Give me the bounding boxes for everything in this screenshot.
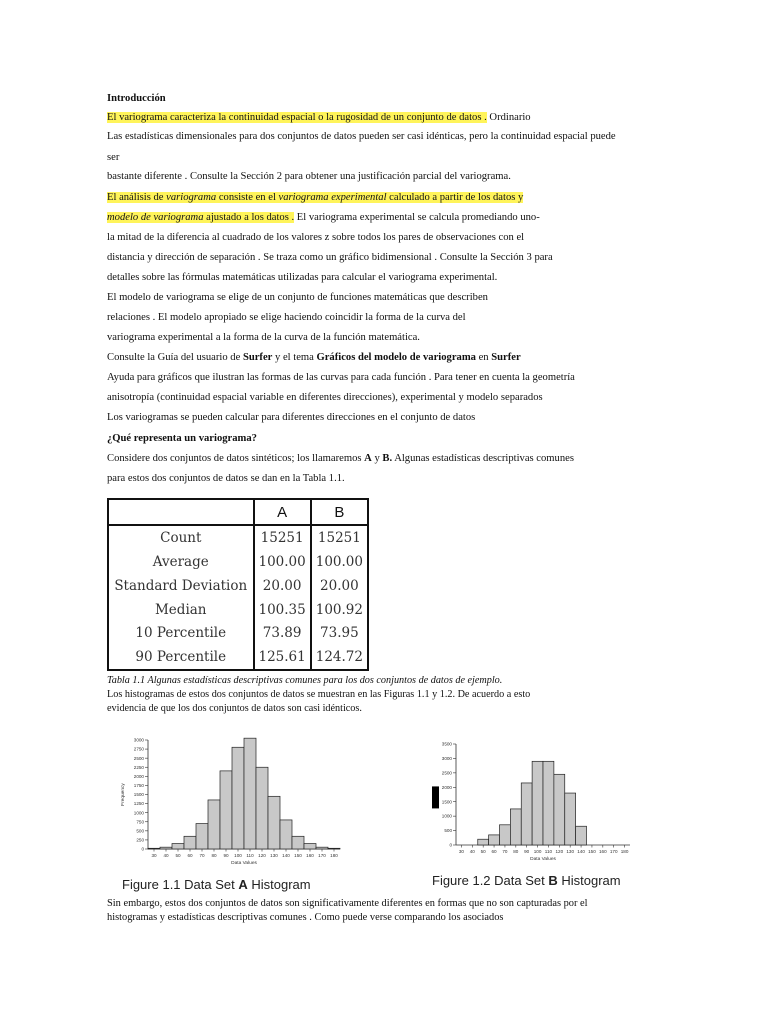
paragraph-line-3: ser (107, 152, 120, 163)
value-b: 124.72 (315, 649, 363, 666)
histogram-bar (328, 848, 340, 849)
histogram-bar (532, 761, 543, 845)
x-tick-label: 100 (234, 853, 242, 858)
paragraph-line-15: anisotropía (continuidad espacial variable en diferentes direcciones), experimental y modelo separados (107, 392, 543, 403)
row-label: Average (109, 550, 254, 574)
table-header-b: B (311, 500, 367, 525)
histogram-b (418, 736, 658, 872)
paragraph-line-9: detalles sobre las fórmulas matemáticas utilizadas para calcular el variograma experimental. (107, 272, 498, 283)
table-row (109, 550, 367, 574)
y-tick-label: 3500 (441, 741, 452, 747)
table-row (109, 645, 367, 669)
figure-1-2-caption: Figure 1.2 Data Set B Histogram (432, 873, 621, 888)
value-a: 20.00 (254, 574, 311, 598)
value-a: 125.61 (254, 645, 311, 669)
question-heading: ¿Qué representa un variograma? (107, 433, 257, 444)
value-b: 100.92 (315, 601, 363, 618)
x-tick-label: 140 (577, 849, 585, 854)
y-tick-label: 1500 (133, 792, 144, 798)
value-b: 100.00 (315, 554, 363, 571)
table-header-a: A (254, 500, 311, 525)
paragraph-line-14: Ayuda para gráficos que ilustran las formas de las curvas para cada función . Para tener en cuenta la geometría (107, 372, 575, 383)
paragraph-line-10: El modelo de variograma se elige de un conjunto de funciones matemáticas que describen (107, 292, 488, 303)
table-row (109, 574, 367, 598)
table-header-empty (109, 500, 254, 525)
table-caption: Tabla 1.1 Algunas estadísticas descriptivas comunes para los dos conjuntos de datos de ejemplo. (107, 675, 503, 686)
y-tick-label: 2500 (133, 755, 144, 761)
histogram-bar (184, 836, 196, 849)
x-tick-label: 90 (524, 849, 530, 854)
value-a: 100.00 (254, 550, 311, 574)
x-tick-label: 110 (544, 849, 553, 854)
x-tick-label: 120 (258, 853, 266, 858)
paragraph-line-7: la mitad de la diferencia al cuadrado de los valores z sobre todos los pares de observaciones con el (107, 232, 525, 243)
stats-table (107, 498, 369, 671)
x-tick-label: 30 (151, 853, 157, 858)
paragraph-line-22: histogramas y estadísticas descriptivas comunes . Como puede verse comparando los asociados (107, 912, 504, 923)
row-label: 10 Percentile (109, 621, 254, 645)
histogram-bar (521, 783, 532, 845)
table-row (109, 621, 367, 645)
y-tick-label: 0 (141, 846, 144, 852)
x-tick-label: 160 (598, 849, 607, 854)
paragraph-line-2: Las estadísticas dimensionales para dos conjuntos de datos pueden ser casi idénticas, pero la continuidad espacial puede (107, 131, 616, 142)
x-tick-label: 120 (555, 849, 564, 854)
x-tick-label: 50 (175, 853, 181, 858)
value-b: 73.95 (320, 625, 359, 642)
histogram-bar (500, 825, 511, 845)
table-row (109, 525, 367, 550)
y-tick-label: 1750 (133, 783, 144, 789)
x-tick-label: 150 (294, 853, 302, 858)
value-b: 20.00 (320, 577, 359, 594)
x-tick-label: 170 (609, 849, 618, 854)
y-tick-label: 1250 (133, 801, 144, 807)
histogram-bar (316, 847, 328, 849)
paragraph-line-13: Consulte la Guía del usuario de Surfer y el tema Gráficos del modelo de variograma en Surfer (107, 352, 521, 363)
paragraph-line-6: modelo de variograma ajustado a los datos . El variograma experimental se calcula promediando uno- (107, 212, 540, 223)
histogram-bar (292, 836, 304, 849)
y-tick-label: 1500 (441, 799, 452, 805)
x-tick-label: 140 (282, 853, 290, 858)
y-tick-label: 2250 (133, 764, 144, 770)
row-label: Count (109, 525, 254, 550)
x-tick-label: 150 (588, 849, 596, 854)
paragraph-line-21: Sin embargo, estos dos conjuntos de datos son significativamente diferentes en formas que no son capturadas por el (107, 898, 588, 909)
x-tick-label: 90 (223, 853, 229, 858)
value-b: 15251 (317, 530, 361, 547)
row-label: 90 Percentile (109, 645, 254, 669)
paragraph-line-12: variograma experimental a la forma de la curva de la función matemática. (107, 332, 420, 343)
histogram-bar (565, 793, 576, 845)
x-tick-label: 160 (306, 853, 314, 858)
x-tick-label: 180 (620, 849, 629, 854)
x-tick-label: 70 (502, 849, 508, 854)
y-tick-label: 2000 (133, 773, 144, 779)
x-tick-label: 60 (187, 853, 193, 858)
paragraph-line-18: para estos dos conjuntos de datos se dan en la Tabla 1.1. (107, 473, 345, 484)
x-tick-label: 110 (246, 853, 254, 858)
x-tick-label: 80 (513, 849, 519, 854)
histogram-bar (489, 835, 500, 845)
histogram-bar (172, 844, 184, 849)
histogram-a (112, 736, 352, 872)
histogram-bar (244, 738, 256, 849)
x-tick-label: 70 (199, 853, 205, 858)
x-tick-label: 100 (533, 849, 542, 854)
value-a: 100.35 (254, 598, 311, 622)
histogram-bar (280, 820, 292, 849)
histogram-bar (160, 847, 172, 849)
x-tick-label: 80 (211, 853, 217, 858)
y-tick-label: 2750 (133, 746, 144, 752)
histogram-bar (208, 800, 220, 849)
x-tick-label: 170 (318, 853, 326, 858)
y-axis-label-block (432, 786, 439, 808)
y-tick-label: 1000 (133, 810, 144, 816)
y-tick-label: 250 (136, 837, 144, 843)
y-tick-label: 3000 (441, 756, 452, 762)
table-row (109, 598, 367, 622)
paragraph-line-16: Los variogramas se pueden calcular para diferentes direcciones en el conjunto de datos (107, 412, 476, 423)
y-tick-label: 500 (136, 828, 144, 834)
y-axis-label: Frequency (121, 783, 126, 806)
y-tick-label: 0 (449, 842, 452, 848)
histogram-bar (268, 796, 280, 849)
histogram-bar (196, 824, 208, 849)
paragraph-line-11: relaciones . El modelo apropiado se elige haciendo coincidir la forma de la curva del (107, 312, 466, 323)
figure-1-1-caption: Figure 1.1 Data Set A Histogram (122, 877, 311, 892)
histogram-bar (220, 771, 232, 849)
paragraph-line-20: evidencia de que los dos conjuntos de datos son casi idénticos. (107, 703, 362, 714)
histogram-bar (256, 767, 268, 849)
row-label: Standard Deviation (109, 574, 254, 598)
y-tick-label: 2000 (441, 784, 452, 790)
paragraph-line-4: bastante diferente . Consulte la Sección 2 para obtener una justificación parcial del variograma. (107, 171, 511, 182)
histogram-bar (148, 848, 160, 849)
x-axis-label: Data Values (231, 861, 257, 866)
y-tick-label: 500 (444, 828, 452, 834)
paragraph-line-19: Los histogramas de estos dos conjuntos de datos se muestran en las Figuras 1.1 y 1.2. De acuerdo a esto (107, 689, 531, 700)
y-tick-label: 2500 (441, 770, 452, 776)
histogram-bar (304, 844, 316, 849)
paragraph-line-5: El análisis de variograma consiste en el variograma experimental calculado a partir de los datos y (107, 192, 524, 203)
x-tick-label: 30 (458, 849, 464, 854)
paragraph-line-1: El variograma caracteriza la continuidad espacial o la rugosidad de un conjunto de datos . Ordinario (107, 112, 531, 123)
intro-heading: Introducción (107, 93, 166, 104)
x-tick-label: 130 (566, 849, 575, 854)
row-label: Median (109, 598, 254, 622)
value-a: 73.89 (254, 621, 311, 645)
x-axis-label: Data Values (530, 857, 556, 862)
paragraph-line-17: Considere dos conjuntos de datos sintéticos; los llamaremos A y B. Algunas estadísticas descriptivas comunes (107, 453, 574, 464)
histogram-bar (554, 774, 565, 845)
x-tick-label: 60 (491, 849, 497, 854)
histogram-bar (232, 747, 244, 849)
x-tick-label: 130 (270, 853, 278, 858)
x-tick-label: 40 (163, 853, 169, 858)
y-tick-label: 1000 (441, 813, 452, 819)
histogram-bar (543, 761, 554, 845)
x-tick-label: 40 (469, 849, 475, 854)
histogram-bar (510, 809, 521, 845)
histogram-bar (478, 839, 489, 845)
histogram-bar (576, 826, 587, 845)
x-tick-label: 50 (480, 849, 486, 854)
x-tick-label: 180 (330, 853, 338, 858)
y-tick-label: 3000 (133, 737, 144, 743)
y-tick-label: 750 (136, 819, 144, 825)
value-a: 15251 (254, 525, 311, 550)
paragraph-line-8: distancia y dirección de separación . Se traza como un gráfico bidimensional . Consulte la Sección 3 para (107, 252, 553, 263)
